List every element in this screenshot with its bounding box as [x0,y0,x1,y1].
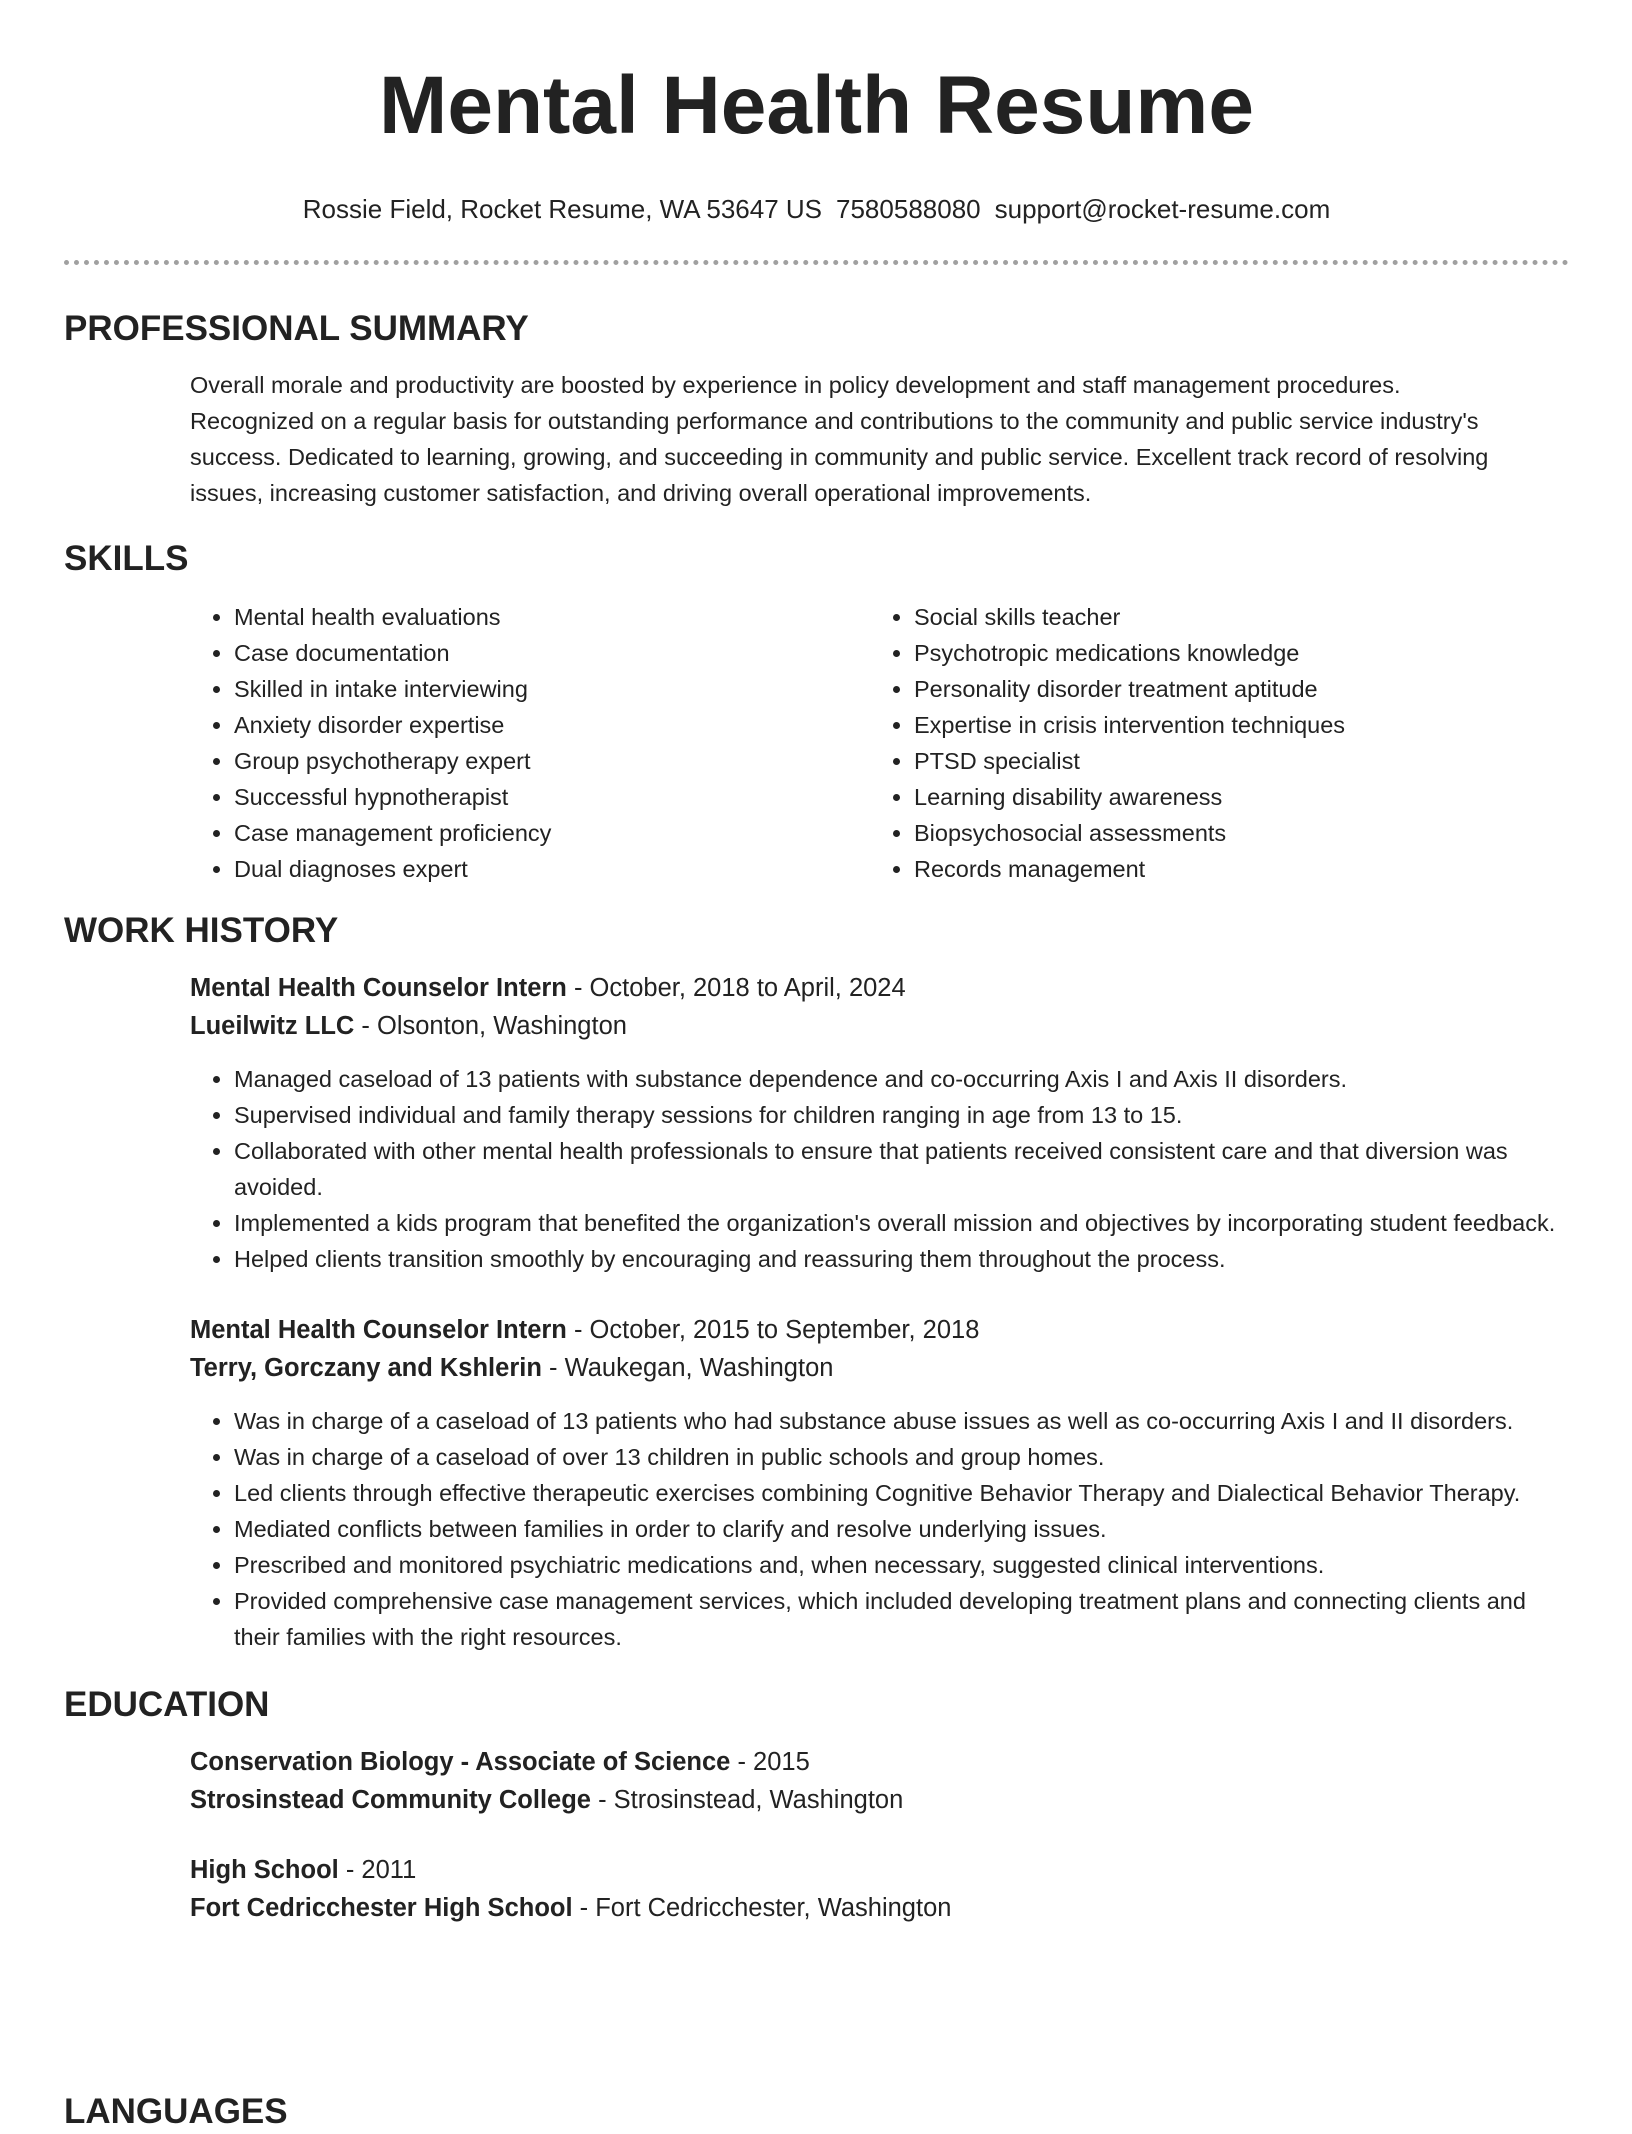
job-bullet: • Collaborated with other mental health professionals to ensure that patients received consistent care and that diversion was avoided. [234,1133,1569,1205]
education-year: - 2015 [730,1748,810,1776]
skills-list-left [190,599,870,887]
skill-item: • Biopsychosocial assessments [914,815,1345,851]
skill-item: • Successful hypnotherapist [234,779,870,815]
job-company: Terry, Gorczany and Kshlerin [190,1354,542,1382]
resume-title: Mental Health Resume [379,60,1254,151]
contact-address: Rossie Field, Rocket Resume, WA 53647 US [302,194,823,224]
job-bullet: • Led clients through effective therapeutic exercises combining Cognitive Behavior Therapy and Dialectical Behavior Therapy. [234,1475,1569,1511]
job-entry [190,969,1569,1277]
skill-item: • Personality disorder treatment aptitude [914,671,1345,707]
skills-columns [190,599,1569,887]
summary-line: success. Dedicated to learning, growing, and succeeding in community and public service. Excellent track record of resolving [190,444,1489,470]
skills-section [64,537,1569,887]
job-location: - Waukegan, Washington [541,1354,834,1382]
work-section [64,909,1569,1655]
summary-section [64,307,1569,511]
education-entry [190,1851,1569,1927]
contact-email: support@rocket-resume.com [994,194,1331,224]
skill-item: • Social skills teacher [914,599,1345,635]
job-bullet: • Prescribed and monitored psychiatric medications and, when necessary, suggested clinical interventions. [234,1547,1569,1583]
job-bullet: • Helped clients transition smoothly by encouraging and reassuring them throughout the process. [234,1241,1569,1277]
education-degree: High School [190,1856,339,1884]
work-heading: WORK HISTORY [64,911,339,950]
job-title: Mental Health Counselor Intern [190,1316,567,1344]
skill-item: • Dual diagnoses expert [234,851,870,887]
summary-line: Overall morale and productivity are boosted by experience in policy development and staff management procedures. [190,372,1401,398]
education-location: - Strosinstead, Washington [590,1786,904,1814]
education-degree-line [190,1851,1569,1889]
education-entry [190,1743,1569,1819]
education-school: Strosinstead Community College [190,1786,591,1814]
job-dates: - October, 2015 to September, 2018 [566,1316,980,1344]
job-title-line [190,1311,1569,1349]
job-company-line [190,1349,1569,1387]
job-title-line [190,969,1569,1007]
contact-phone: 7580588080 [836,194,981,224]
education-school-line [190,1781,1569,1819]
job-bullet: • Implemented a kids program that benefited the organization's overall mission and objectives by incorporating student feedback. [234,1205,1569,1241]
job-title: Mental Health Counselor Intern [190,974,567,1002]
skill-item: • PTSD specialist [914,743,1345,779]
resume-page [64,0,1569,2131]
job-bullet: • Provided comprehensive case management services, which included developing treatment plans and connecting clients and their families with the right resources. [234,1583,1569,1655]
education-school-line [190,1889,1569,1927]
education-section [64,1683,1569,1927]
skill-item: • Skilled in intake interviewing [234,671,870,707]
education-location: - Fort Cedricchester, Washington [572,1894,952,1922]
job-bullets [190,1403,1569,1655]
education-degree: Conservation Biology - Associate of Science [190,1748,731,1776]
job-bullets [190,1061,1569,1277]
education-heading: EDUCATION [64,1685,270,1724]
job-bullet: • Managed caseload of 13 patients with substance dependence and co-occurring Axis I and Axis II disorders. [234,1061,1569,1097]
job-bullet: • Mediated conflicts between families in order to clarify and resolve underlying issues. [234,1511,1569,1547]
education-degree-line [190,1743,1569,1781]
languages-section [64,2090,288,2134]
job-location: - Olsonton, Washington [354,1012,627,1040]
skills-heading: SKILLS [64,539,189,578]
skill-item: • Expertise in crisis intervention techniques [914,707,1345,743]
summary-line: Recognized on a regular basis for outstanding performance and contributions to the community and public service industry's [190,408,1479,434]
languages-heading: LANGUAGES [64,2092,288,2131]
skill-item: • Group psychotherapy expert [234,743,870,779]
skill-item: • Learning disability awareness [914,779,1345,815]
summary-heading: PROFESSIONAL SUMMARY [64,309,529,348]
summary-text [190,367,1569,511]
job-company-line [190,1007,1569,1045]
skill-item: • Records management [914,851,1345,887]
skill-item: • Anxiety disorder expertise [234,707,870,743]
education-year: - 2011 [338,1856,417,1884]
job-company: Lueilwitz LLC [190,1012,355,1040]
job-bullet: • Supervised individual and family therapy sessions for children ranging in age from 13 to 15. [234,1097,1569,1133]
summary-line: issues, increasing customer satisfaction, and driving overall operational improvements. [190,480,1092,506]
contact-line [64,192,1569,226]
skills-list-right [870,599,1345,887]
skill-item: • Case management proficiency [234,815,870,851]
job-bullet: • Was in charge of a caseload of 13 patients who had substance abuse issues as well as co-occurring Axis I and II disorders. [234,1403,1569,1439]
skill-item: • Case documentation [234,635,870,671]
skill-item: • Mental health evaluations [234,599,870,635]
header-divider [64,260,1569,265]
job-bullet: • Was in charge of a caseload of over 13 children in public schools and group homes. [234,1439,1569,1475]
job-entry [190,1311,1569,1655]
job-dates: - October, 2018 to April, 2024 [566,974,906,1002]
skill-item: • Psychotropic medications knowledge [914,635,1345,671]
education-school: Fort Cedricchester High School [190,1894,573,1922]
